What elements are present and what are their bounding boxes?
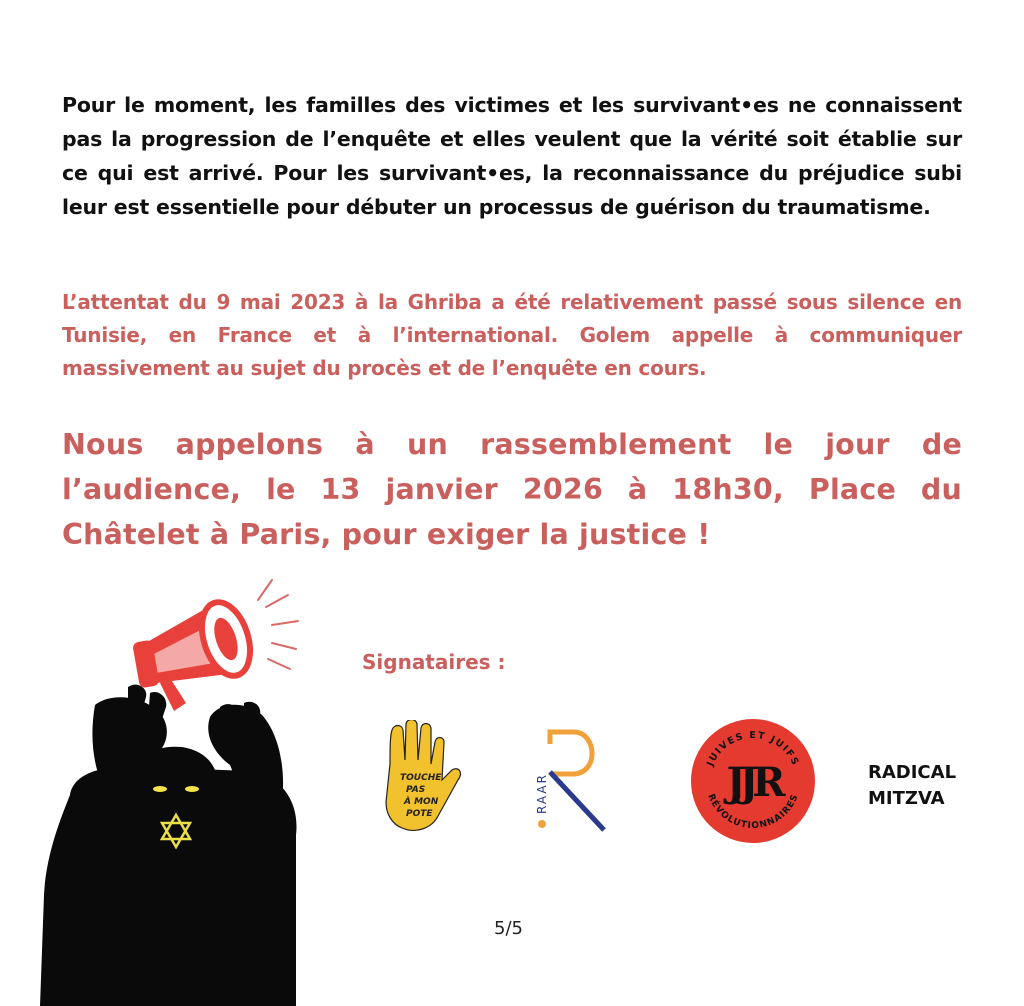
context-paragraph: L’attentat du 9 mai 2023 à la Ghriba a été relativement passé sous silence en Tunisie, en France et à l’international. Golem appelle à communiquer massivement au sujet du procès et de l’enquête en cours. [62,290,962,380]
sound-lines [258,580,298,669]
page-number: 5/5 [494,918,523,939]
golem-megaphone-illustration [0,565,330,1006]
hand-text-line3: À MON [404,797,439,807]
jjr-bottom-text: RÉVOLUTIONNAIRES [705,792,801,832]
jjr-logo [688,716,818,846]
hand-text-line1: TOUCHE [400,773,442,783]
raar-logo [528,722,612,834]
radical-mitzva-line2: MITZVA [868,788,945,809]
radical-mitzva-line1: RADICAL [868,762,957,783]
jjr-monogram: JJR [726,759,780,806]
hand-text-line2: PAS [406,785,426,795]
golem-figure [40,685,297,1006]
signatories-heading: Signataires : [362,650,506,674]
jjr-top-text: JUIVES ET JUIFS [704,729,802,768]
touche-pas-a-mon-pote-logo [372,720,462,840]
call-to-action-paragraph: Nous appelons à un rassemblement le jour de l’audience, le 13 janvier 2026 à 18h30, Place du Châtelet à Paris, pour exiger la justice ! [62,428,962,551]
radical-mitzva-logo [868,760,956,812]
raar-dot-icon [538,820,546,828]
raar-text: RAAR [535,773,549,814]
intro-paragraph: Pour le moment, les familles des victimes et les survivant•es ne connaissent pas la progression de l’enquête et elles veulent que la vérité soit établie sur ce qui est arrivé. Pour les survivant•es, la reconnaissance du préjudice subi leur est essentielle pour débuter un processus de guérison du traumatisme. [62,93,962,219]
hand-text-line4: POTE [406,809,433,819]
